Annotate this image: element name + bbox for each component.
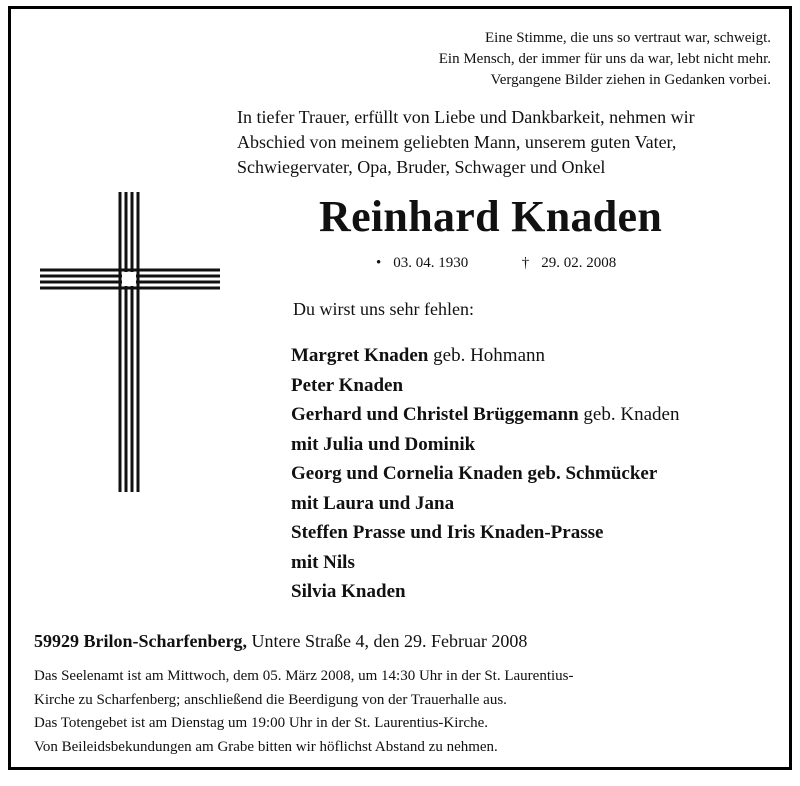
farewell-line: Du wirst uns sehr fehlen: — [293, 299, 474, 319]
birth-symbol: • — [376, 255, 382, 271]
family-member: mit Julia und Dominik — [291, 433, 476, 455]
intro-text — [237, 105, 695, 180]
family-member: mit Nils — [291, 551, 355, 573]
intro-line: Schwiegervater, Opa, Bruder, Schwager und Onkel — [237, 157, 606, 177]
poem-line: Ein Mensch, der immer für uns da war, lebt nicht mehr. — [438, 51, 771, 67]
address-rest: Untere Straße 4, den 29. Februar 2008 — [247, 631, 528, 651]
deceased-name: Reinhard Knaden — [319, 192, 663, 241]
death-date: 29. 02. 2008 — [541, 255, 617, 271]
intro-line: In tiefer Trauer, erfüllt von Liebe und Dankbarkeit, nehmen wir — [237, 107, 695, 127]
family-list — [291, 341, 679, 607]
poem — [231, 28, 771, 91]
intro-line: Abschied von meinem geliebten Mann, unserem guten Vater, — [237, 132, 677, 152]
cross-icon — [40, 192, 220, 492]
family-member: Georg und Cornelia Knaden geb. Schmücker — [291, 463, 658, 484]
death-symbol: † — [521, 255, 530, 271]
family-member: Silvia Knaden — [291, 581, 406, 602]
life-dates — [376, 255, 628, 272]
family-member: mit Laura und Jana — [291, 492, 455, 514]
poem-line: Vergangene Bilder ziehen in Gedanken vorbei. — [490, 72, 771, 88]
service-line: Das Totengebet ist am Dienstag um 19:00 Uhr in der St. Laurentius-Kirche. — [34, 715, 488, 731]
address-place: 59929 Brilon-Scharfenberg, — [34, 631, 247, 651]
obituary-notice — [8, 6, 792, 770]
family-member: Gerhard und Christel Brüggemann geb. Knaden — [291, 404, 680, 425]
family-member: Margret Knaden geb. Hohmann — [291, 345, 546, 366]
service-line: Kirche zu Scharfenberg; anschließend die Beerdigung von der Trauerhalle aus. — [34, 691, 507, 708]
service-line: Von Beileidsbekundungen am Grabe bitten wir höflichst Abstand zu nehmen. — [34, 738, 498, 755]
family-member: Peter Knaden — [291, 374, 404, 396]
address-line — [34, 631, 527, 652]
birth-date: 03. 04. 1930 — [393, 255, 469, 271]
poem-line: Eine Stimme, die uns so vertraut war, schweigt. — [484, 30, 771, 46]
service-info — [34, 665, 574, 759]
service-line: Das Seelenamt ist am Mittwoch, dem 05. März 2008, um 14:30 Uhr in der St. Laurentius- — [34, 668, 574, 684]
family-member: Steffen Prasse und Iris Knaden-Prasse — [291, 522, 604, 543]
